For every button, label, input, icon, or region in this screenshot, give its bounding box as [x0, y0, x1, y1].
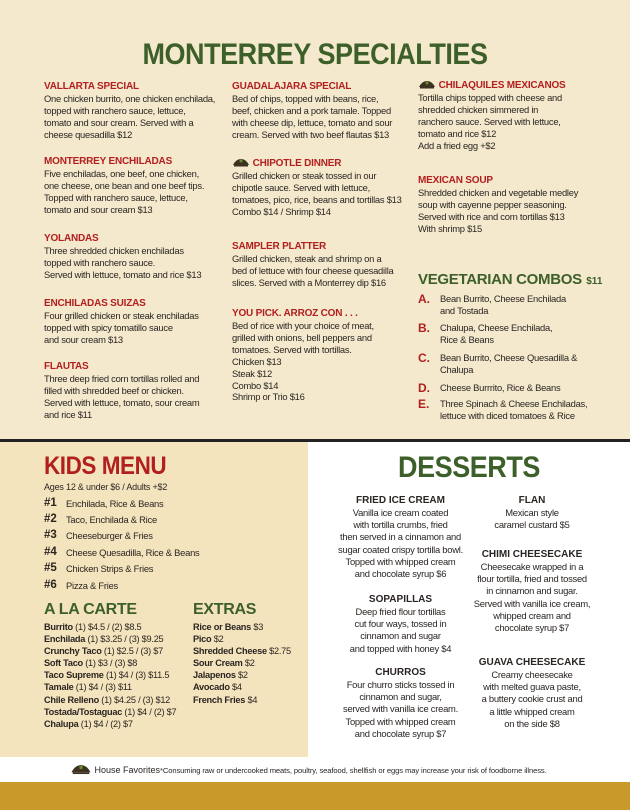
dessert-desc-line: cinnamon and sugar,	[359, 691, 442, 703]
alacarte-item	[44, 681, 176, 693]
item-desc-line: tomato and sour cream $13	[44, 203, 153, 215]
item-desc-line: slices. Served with a Monterrey dip $16	[232, 276, 386, 288]
extras-item-price: $2	[235, 670, 248, 681]
item-desc-line: Grilled chicken or steak tossed in our	[232, 170, 377, 182]
alacarte-item	[44, 669, 176, 681]
extras-item-name: Rice or Beans	[193, 622, 252, 632]
kids-item-text: Taco, Enchilada & Rice	[66, 514, 157, 525]
extras-item	[193, 645, 291, 657]
dessert-desc-line: flour tortilla, fried and tossed	[477, 573, 587, 585]
kids-item-number: #5	[44, 562, 57, 574]
extras-item-name: Shredded Cheese	[193, 646, 267, 657]
dessert-name: FRIED ICE CREAM	[356, 495, 445, 506]
alacarte-item-price: (1) $4 / (2) $7	[78, 718, 133, 729]
vegetarian-title: VEGETARIAN COMBOS	[418, 271, 582, 288]
veg-line: Cheese Burrrito, Rice & Beans	[440, 382, 561, 393]
item-desc-line: tomatoes. Served with tortillas.	[232, 343, 352, 355]
item-name: ENCHILADAS SUIZAS	[44, 298, 146, 309]
dessert-desc-line: in cinnamon and sugar.	[486, 585, 578, 597]
dessert-desc-line: Cheesecake wrapped in a	[480, 561, 584, 572]
alacarte-item-name: Soft Taco	[44, 658, 83, 669]
item-desc-line: Bed of rice with your choice of meat,	[232, 320, 374, 331]
extras-item	[193, 681, 291, 693]
extras-item-name: Sour Cream	[193, 658, 243, 669]
item-name: YOLANDAS	[44, 233, 99, 244]
item-desc-line: Five enchiladas, one beef, one chicken,	[44, 168, 199, 179]
kids-item-number: #2	[44, 513, 57, 525]
item-name-text: CHILAQUILES MEXICANOS	[438, 80, 566, 92]
item-desc-line: Served with lettuce, tomato and rice $13	[44, 268, 202, 280]
item-desc-line: Steak $12	[232, 367, 272, 379]
kids-item-text: Pizza & Fries	[66, 580, 118, 591]
item-desc-line: One chicken burrito, one chicken enchilada,	[44, 93, 216, 104]
item-name: VALLARTA SPECIAL	[44, 81, 139, 92]
item-desc-line: tomatoes, pico, rice, beans and tortillas $13	[232, 193, 402, 205]
item-desc-line: Four grilled chicken or steak enchiladas	[44, 310, 199, 321]
veg-line: Bean Burrito, Cheese Quesadilla &	[440, 352, 578, 363]
house-favorite-icon	[418, 80, 436, 91]
item-desc-line: Shrimp or Trio $16	[232, 391, 305, 403]
item-name	[232, 158, 412, 170]
house-favorite-icon	[70, 764, 92, 777]
item-name: SAMPLER PLATTER	[232, 241, 327, 252]
item-desc-line: Topped with ranchero sauce, lettuce,	[44, 191, 188, 203]
menu-item	[44, 81, 224, 141]
item-desc-line: and rice $11	[44, 408, 92, 420]
alacarte-item-price: (1) $4 / (2) $7	[122, 706, 177, 717]
item-desc-line: topped with spicy tomatillo sauce	[44, 321, 173, 333]
menu-item	[418, 80, 623, 152]
veg-letter: C.	[418, 351, 430, 365]
vegetarian-price: $11	[586, 276, 603, 287]
item-name: MONTERREY ENCHILADAS	[44, 156, 173, 167]
veg-letter: A.	[418, 292, 430, 306]
dessert-desc-line: with melted guava paste,	[483, 681, 581, 693]
menu-item	[418, 175, 623, 235]
alacarte-item-name: Burrito	[44, 622, 73, 632]
item-desc-line: soup with cayenne pepper seasoning.	[418, 198, 567, 210]
item-desc-line: Served with rice and corn tortillas $13	[418, 210, 565, 222]
item-name: GUADALAJARA SPECIAL	[232, 81, 352, 92]
extras-item-price: $2	[242, 658, 255, 669]
veg-line: Bean Burrito, Cheese Enchilada	[440, 293, 566, 304]
item-desc-line: tomato and sour cream. Served with a	[44, 116, 194, 128]
item-desc-line: bed of lettuce with four cheese quesadilla	[232, 264, 394, 276]
item-desc-line: Three deep fried corn tortillas rolled and	[44, 373, 200, 384]
extras-item	[193, 633, 291, 645]
extras-item	[193, 694, 291, 706]
kids-item-text: Enchilada, Rice & Beans	[66, 498, 164, 509]
item-desc-line: Combo $14	[232, 379, 279, 391]
kids-item-text: Cheese Quesadilla, Rice & Beans	[66, 547, 200, 558]
veg-line: Chalupa	[440, 364, 474, 375]
item-name-text: CHIPOTLE DINNER	[252, 158, 342, 170]
footer-legend-text: House Favorites	[94, 764, 161, 775]
veg-letter: D.	[418, 381, 430, 395]
alacarte-item-name: Chalupa	[44, 718, 79, 729]
item-desc-line: cheese quesadilla $12	[44, 128, 133, 140]
specialties-title: MONTERREY SPECIALTIES	[142, 38, 488, 71]
item-desc-line: Tortilla chips topped with cheese and	[418, 92, 562, 104]
dessert-desc-line: a buttery cookie crust and	[481, 693, 583, 705]
extras-item-name: Pico	[193, 634, 212, 645]
dessert-desc-line: then served in a cinnamon and	[340, 531, 461, 543]
menu-item	[232, 158, 412, 218]
veg-line: Rice & Beans	[440, 334, 494, 345]
dessert-desc-line: Topped with whipped cream	[345, 715, 456, 727]
dessert-desc-line: and topped with honey $4	[349, 642, 452, 654]
alacarte-item	[44, 657, 176, 669]
dessert-desc-line: on the side $8	[504, 717, 560, 729]
item-desc-line: one cheese, one bean and one beef tips.	[44, 179, 205, 191]
dessert-desc-line: and chocolate syrup $7	[354, 727, 447, 739]
item-desc-line: shredded chicken simmered in	[418, 104, 539, 116]
item-desc-line: Served with lettuce, tomato, sour cream	[44, 396, 200, 408]
alacarte-list	[44, 621, 176, 730]
kids-title: KIDS MENU	[44, 452, 167, 480]
dessert-desc-line: chocolate syrup $7	[494, 622, 570, 634]
extras-item-price: $2	[211, 634, 224, 645]
dessert-desc-line: sugar coated crispy tortilla bowl.	[338, 543, 463, 555]
dessert-desc-line: served with vanilla ice cream.	[343, 703, 458, 715]
dessert-desc-line: Topped with whipped cream	[345, 555, 456, 567]
dessert-desc-line: and chocolate syrup $6	[354, 568, 447, 580]
dessert-name: CHIMI CHEESECAKE	[481, 549, 583, 560]
alacarte-item-price: (1) $2.5 / (3) $7	[101, 646, 163, 657]
item-desc-line: with cheese dip, lettuce, tomato and sour	[232, 116, 393, 128]
veg-line: Three Spinach & Cheese Enchiladas,	[440, 398, 588, 409]
item-desc-line: Grilled chicken, steak and shrimp on a	[232, 253, 382, 264]
dessert-item	[457, 495, 607, 531]
alacarte-item	[44, 694, 176, 706]
kids-item-number: #6	[44, 579, 57, 591]
item-desc-line: chipotle sauce. Served with lettuce,	[232, 182, 370, 194]
veg-line: lettuce with diced tomatoes & Rice	[440, 410, 575, 421]
item-desc-line: topped with ranchero sauce, lettuce,	[44, 104, 186, 116]
veg-letter: B.	[418, 321, 430, 335]
item-desc-line: tomato and rice $12	[418, 127, 497, 139]
dessert-desc-line: a little whipped cream	[489, 705, 575, 717]
extras-item-price: $2.75	[266, 646, 291, 657]
dessert-desc-line: Mexican style	[505, 507, 559, 518]
extras-item	[193, 657, 291, 669]
dessert-desc-line: caramel custard $5	[494, 519, 570, 531]
extras-title: EXTRAS	[193, 601, 257, 618]
kids-item-number: #3	[44, 529, 57, 541]
menu-item	[44, 233, 224, 281]
kids-item-number: #4	[44, 546, 57, 558]
dessert-desc-line: Deep fried flour tortillas	[355, 606, 446, 617]
dessert-name: CHURROS	[375, 667, 426, 678]
item-desc-line: Chicken $13	[232, 355, 282, 367]
extras-item-name: Jalapenos	[193, 670, 236, 681]
dessert-name: GUAVA CHEESECAKE	[478, 657, 586, 668]
alacarte-item	[44, 645, 176, 657]
alacarte-item-price: (1) $4 / (3) $11	[73, 682, 132, 693]
dessert-desc-line: Four churro sticks tossed in	[346, 679, 455, 690]
extras-item-name: French Fries	[193, 694, 246, 705]
item-desc-line: Add a fried egg +$2	[418, 139, 496, 151]
alacarte-item-price: (1) $3 / (3) $8	[82, 658, 138, 669]
item-desc-line: grilled with onions, bell peppers and	[232, 331, 372, 343]
extras-item-name: Avocado	[193, 682, 230, 693]
item-desc-line: cream. Served with two beef flautas $13	[232, 128, 390, 140]
alacarte-item-price: (1) $4.5 / (2) $8.5	[72, 622, 142, 632]
menu-item	[44, 298, 224, 346]
alacarte-item-name: Crunchy Taco	[44, 646, 102, 657]
alacarte-item-name: Tostada/Tostaguac	[44, 706, 123, 717]
alacarte-item	[44, 621, 176, 633]
item-desc-line: Bed of chips, topped with beans, rice,	[232, 93, 379, 104]
dessert-desc-line: cut four ways, tossed in	[354, 618, 447, 630]
alacarte-item-price: (1) $3.25 / (3) $9.25	[85, 634, 164, 645]
alacarte-item-name: Taco Supreme	[44, 670, 104, 681]
alacarte-item-name: Tamale	[44, 682, 74, 693]
menu-item	[44, 361, 224, 421]
item-desc-line: filled with shredded beef or chicken.	[44, 384, 184, 396]
veg-line: and Tostada	[440, 305, 489, 316]
extras-item	[193, 669, 291, 681]
alacarte-item	[44, 633, 176, 645]
dessert-desc-line: Served with vanilla ice cream,	[473, 597, 591, 609]
vegetarian-header	[418, 271, 602, 289]
item-name: YOU PICK. ARROZ CON . . .	[232, 308, 358, 319]
alacarte-item-name: Enchilada	[44, 634, 86, 645]
house-favorite-icon	[232, 158, 250, 169]
dessert-desc-line: cinnamon and sugar	[360, 630, 441, 642]
menu-item	[232, 81, 412, 141]
item-desc-line: Shredded chicken and vegetable medley	[418, 187, 579, 198]
item-desc-line: beef, chicken and a pork tamale. Topped	[232, 104, 391, 116]
item-name	[418, 80, 623, 92]
menu-item	[232, 241, 412, 289]
item-desc-line: ranchero sauce. Served with lettuce,	[418, 115, 561, 127]
item-desc-line: With shrimp $15	[418, 222, 482, 234]
dessert-item	[457, 549, 607, 634]
footer-legend	[70, 764, 160, 777]
item-desc-line: Combo $14 / Shrimp $14	[232, 205, 331, 217]
kids-item-text: Cheeseburger & Fries	[66, 530, 153, 541]
extras-item-price: $3	[251, 622, 264, 632]
item-name: MEXICAN SOUP	[418, 175, 493, 186]
footer-disclaimer: *Consuming raw or undercooked meats, poultry, seafood, shellfish or eggs may increase your risk of foodborne illness.	[160, 766, 547, 775]
item-desc-line: topped with ranchero sauce.	[44, 256, 156, 268]
veg-line: Chalupa, Cheese Enchilada,	[440, 322, 553, 333]
alacarte-item-price: (1) $4.25 / (3) $12	[98, 694, 171, 705]
menu-item	[44, 156, 224, 216]
alacarte-item	[44, 706, 176, 718]
dessert-name: SOPAPILLAS	[368, 594, 433, 605]
kids-item-text: Chicken Strips & Fries	[66, 563, 154, 574]
extras-item	[193, 621, 291, 633]
kids-item-number: #1	[44, 497, 57, 509]
veg-letter: E.	[418, 397, 430, 411]
dessert-name: FLAN	[518, 495, 546, 506]
extras-list	[193, 621, 291, 706]
alacarte-item-name: Chile Relleno	[44, 694, 99, 705]
dessert-desc-line: Creamy cheesecake	[491, 669, 573, 680]
footer-band-gold	[0, 782, 630, 810]
dessert-desc-line: with tortilla crumbs, fried	[353, 519, 448, 531]
dessert-item	[457, 657, 607, 730]
desserts-title: DESSERTS	[398, 451, 540, 484]
extras-item-price: $4	[245, 694, 258, 705]
menu-item	[232, 308, 412, 403]
item-desc-line: Three shredded chicken enchiladas	[44, 245, 184, 256]
dessert-desc-line: Vanilla ice cream coated	[352, 507, 449, 518]
item-name: FLAUTAS	[44, 361, 89, 372]
extras-item-price: $4	[229, 682, 242, 693]
dessert-desc-line: whipped cream and	[493, 609, 571, 621]
alacarte-item	[44, 718, 176, 730]
alacarte-title: A LA CARTE	[44, 601, 137, 618]
item-desc-line: and sour cream $13	[44, 333, 123, 345]
kids-subtitle: Ages 12 & under $6 / Adults +$2	[44, 482, 168, 492]
alacarte-item-price: (1) $4 / (3) $11.5	[103, 670, 170, 681]
